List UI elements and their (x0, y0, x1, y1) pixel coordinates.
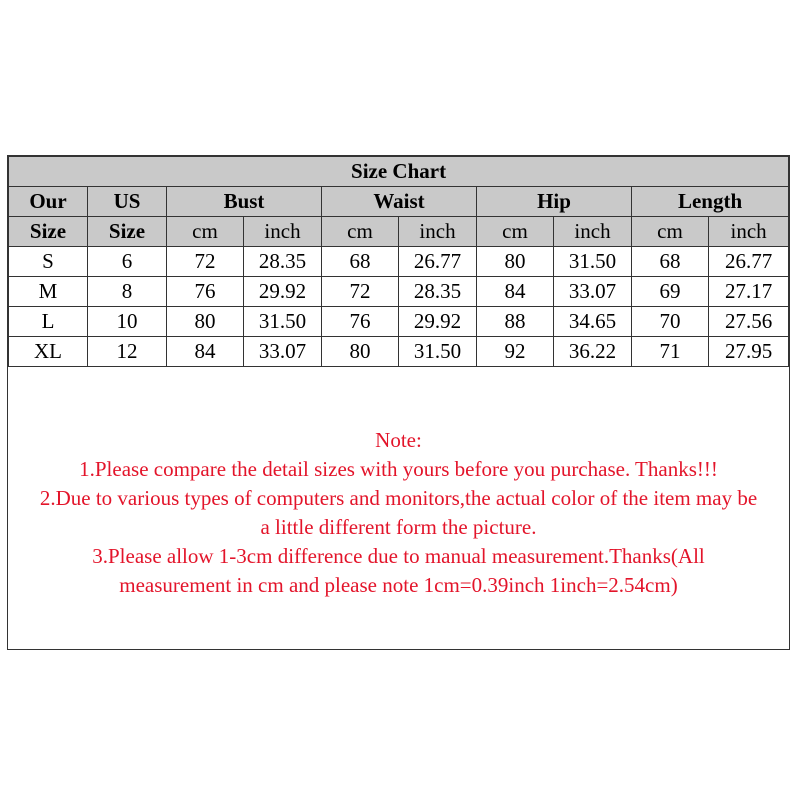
waist-cm-cell: 80 (322, 337, 399, 367)
unit-hip-cm: cm (477, 217, 554, 247)
unit-waist-cm: cm (322, 217, 399, 247)
hip-cm-cell: 88 (477, 307, 554, 337)
header-our-size-1: Our (9, 187, 88, 217)
header-waist: Waist (322, 187, 477, 217)
our-size-cell: M (9, 277, 88, 307)
unit-length-inch: inch (709, 217, 789, 247)
us-size-cell: 10 (88, 307, 167, 337)
hip-inch-cell: 34.65 (554, 307, 632, 337)
header-length: Length (632, 187, 789, 217)
waist-inch-cell: 29.92 (399, 307, 477, 337)
hip-cm-cell: 80 (477, 247, 554, 277)
table-row (9, 247, 789, 277)
hip-cm-cell: 84 (477, 277, 554, 307)
note-heading: Note: (375, 428, 422, 452)
note-line-2: 2.Due to various types of computers and monitors,the actual color of the item may be (39, 486, 758, 510)
hip-inch-cell: 33.07 (554, 277, 632, 307)
note-line-4: 3.Please allow 1-3cm difference due to manual measurement.Thanks(All (92, 544, 705, 568)
length-cm-cell: 70 (632, 307, 709, 337)
waist-inch-cell: 31.50 (399, 337, 477, 367)
unit-bust-inch: inch (244, 217, 322, 247)
bust-inch-cell: 33.07 (244, 337, 322, 367)
length-inch-cell: 26.77 (709, 247, 789, 277)
unit-length-cm: cm (632, 217, 709, 247)
length-inch-cell: 27.56 (709, 307, 789, 337)
unit-hip-inch: inch (554, 217, 632, 247)
table-row (9, 277, 789, 307)
size-chart-table (8, 156, 789, 367)
hip-inch-cell: 31.50 (554, 247, 632, 277)
note-line-5: measurement in cm and please note 1cm=0.39inch 1inch=2.54cm) (119, 573, 678, 597)
length-cm-cell: 68 (632, 247, 709, 277)
our-size-cell: S (9, 247, 88, 277)
header-us-size-2: Size (88, 217, 167, 247)
waist-inch-cell: 26.77 (399, 247, 477, 277)
chart-title: Size Chart (9, 157, 789, 187)
header-bust: Bust (167, 187, 322, 217)
note-line-3: a little different form the picture. (260, 515, 537, 539)
length-inch-cell: 27.95 (709, 337, 789, 367)
bust-cm-cell: 80 (167, 307, 244, 337)
bust-inch-cell: 29.92 (244, 277, 322, 307)
waist-inch-cell: 28.35 (399, 277, 477, 307)
us-size-cell: 8 (88, 277, 167, 307)
waist-cm-cell: 68 (322, 247, 399, 277)
length-cm-cell: 71 (632, 337, 709, 367)
bust-cm-cell: 84 (167, 337, 244, 367)
waist-cm-cell: 76 (322, 307, 399, 337)
table-row (9, 307, 789, 337)
length-cm-cell: 69 (632, 277, 709, 307)
hip-inch-cell: 36.22 (554, 337, 632, 367)
us-size-cell: 12 (88, 337, 167, 367)
header-us-size-1: US (88, 187, 167, 217)
us-size-cell: 6 (88, 247, 167, 277)
bust-cm-cell: 72 (167, 247, 244, 277)
header-hip: Hip (477, 187, 632, 217)
bust-inch-cell: 28.35 (244, 247, 322, 277)
bust-inch-cell: 31.50 (244, 307, 322, 337)
note-line-1: 1.Please compare the detail sizes with yours before you purchase. Thanks!!! (79, 457, 718, 481)
hip-cm-cell: 92 (477, 337, 554, 367)
bust-cm-cell: 76 (167, 277, 244, 307)
unit-bust-cm: cm (167, 217, 244, 247)
our-size-cell: L (9, 307, 88, 337)
unit-waist-inch: inch (399, 217, 477, 247)
header-our-size-2: Size (9, 217, 88, 247)
our-size-cell: XL (9, 337, 88, 367)
table-row (9, 337, 789, 367)
size-chart-sheet (7, 155, 790, 650)
note-block (8, 426, 789, 600)
length-inch-cell: 27.17 (709, 277, 789, 307)
waist-cm-cell: 72 (322, 277, 399, 307)
